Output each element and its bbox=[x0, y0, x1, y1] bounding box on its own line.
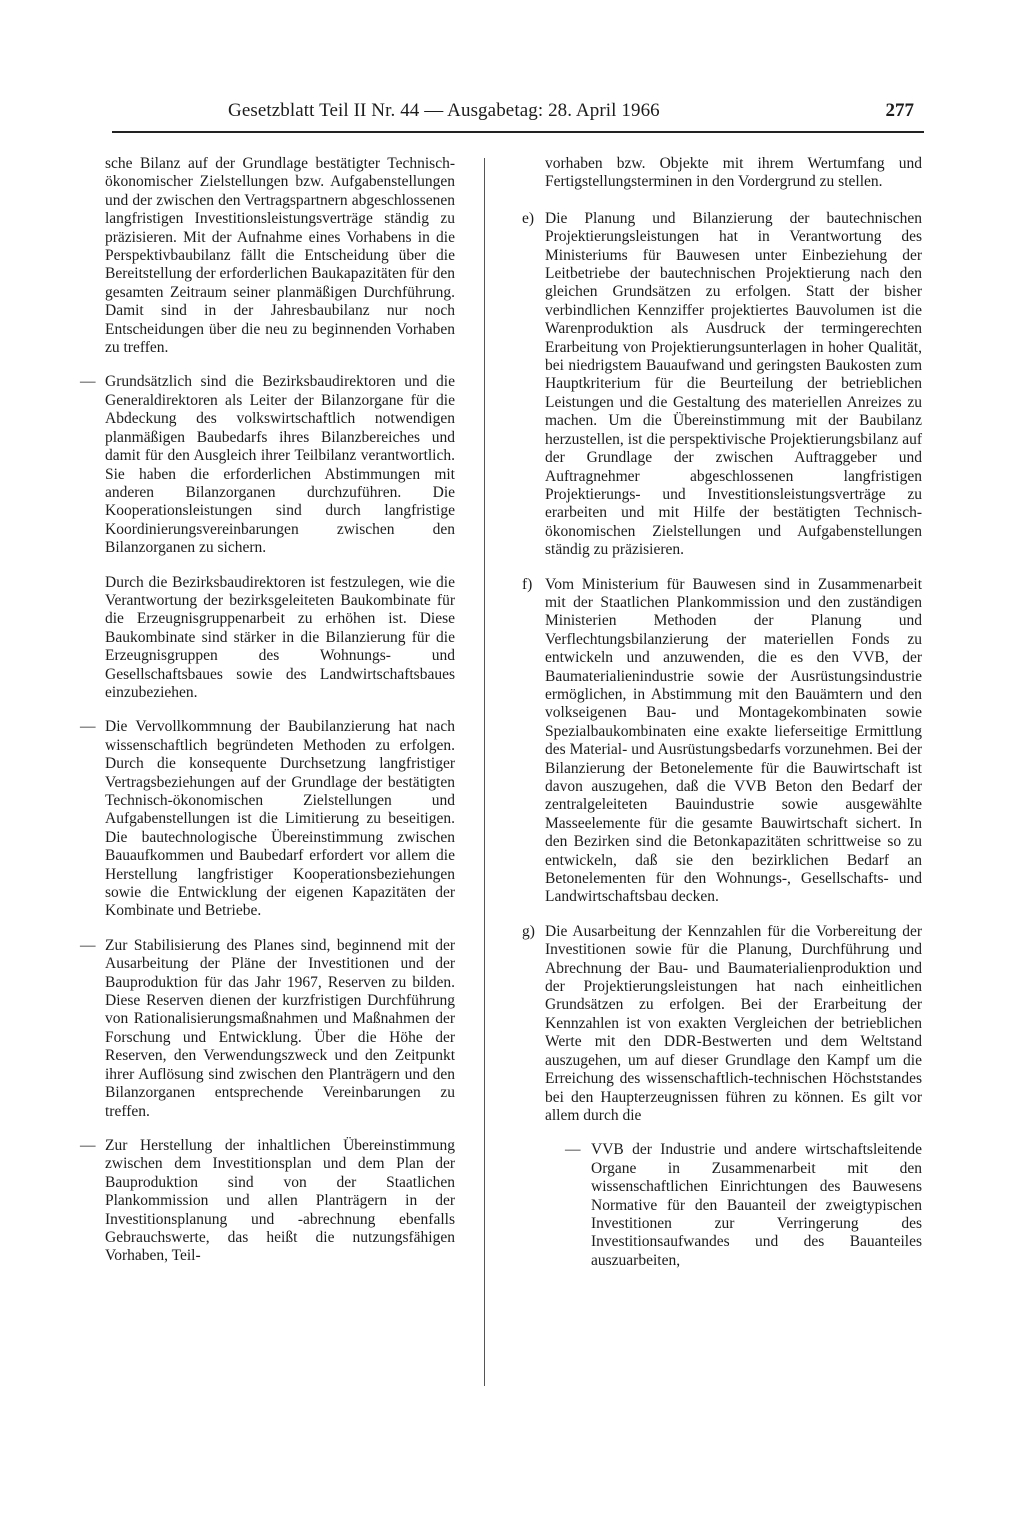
dash-marker: — bbox=[80, 718, 96, 736]
list-item-g-text: Die Ausarbeitung der Kennzahlen für die Vorbereitung der Investitionen sowie für die Planung, Durchführung und Abrechnung der Bau- und Baumaterialienproduktion und der Projektierungsleistungen hat nach einheitlichen Grundsätzen zu erfolgen. Bei der Erarbeitung der Kennzahlen ist von exakten Vergleichen der betrieblichen Werte mit den DDR-Bestwerten und dem Weltstand auszugehen, um auf dieser Grundlage den Kampf um die Erreichung des wissenschaftlich-technischen Höchststandes bei den Haupterzeugnissen führen zu können. Es gilt vor allem durch die bbox=[545, 922, 922, 1124]
dash-item-bezirksbaudirektoren bbox=[80, 373, 455, 557]
dash-item-investitionsplan bbox=[80, 1137, 455, 1266]
dash-item-text: Die Vervollkommnung der Baubilanzierung hat nach wissenschaftlich begründeten Methoden zu erfolgen. Durch die konsequente Durchsetzung langfristiger Vertragsbeziehungen auf der Grundlage der bestätigten Technisch-ökonomischen Zielstellungen und Aufgabenstellungen ist die Limitierung zu beseitigen. Die bautechnologische Übereinstimmung zwischen Bauaufkommen und Baubedarf erfordert vor allem die Herstellung langfristiger Kooperationsbeziehungen sowie die Entwicklung der eigenen Kapazitäten der Kombinate und Betriebe. bbox=[105, 718, 455, 920]
list-item-f-text: Vom Ministerium für Bauwesen sind in Zusammenarbeit mit der Staatlichen Plankommission und den zuständigen Ministerien Methoden der Planung und Verflechtungsbilanzierung der materiellen Fonds zu entwickeln und anzuwenden, die es den VVB, der Baumaterialienindustrie sowie der Ausrüstungsindustrie ermöglichen, in Abstimmung mit den Bauämtern und den volkseigenen Bau- und Montagekombinaten sowie Spezialbaukombinaten eine exakte lieferseitige Ermittlung des Material- und Ausrüstungsbedarfs vorzunehmen. Bei der Bilanzierung der Betonelemente für die Bauwirtschaft ist davon auszugehen, daß die VVB Beton den Bedarf der zentralgeleiteten Bauindustrie sowie ausgewählte Masseelemente für die gesamte Bauwirtschaft sichert. In den Bezirken sind die Betonkapazitäten schrittweise so zu entwickeln, daß sie den bezirklichen Bedarf an Betonelementen für den Wohnungs-, Gesellschafts- und Landwirtschaftsbau decken. bbox=[545, 575, 922, 906]
list-item-g bbox=[522, 923, 922, 1270]
right-column bbox=[522, 155, 922, 1286]
paragraph-continuation: vorhaben bzw. Objekte mit ihrem Wertumfang und Fertigstellungsterminen in den Vordergrund zu stellen. bbox=[545, 155, 922, 191]
paragraph-baukombinate: Durch die Bezirksbaudirektoren ist festzulegen, wie die Verantwortung der bezirksgeleiteten Baukombinate für die Erzeugnisgruppenarbeit zu erhöhen ist. Diese Baukombinate sind stärker in die Bilanzierung für die Erzeugnisgruppen des Wohnungs- und Gesellschaftsbaues sowie des Landwirtschaftsbaues einzubeziehen. bbox=[105, 573, 455, 701]
dash-marker: — bbox=[565, 1141, 581, 1159]
list-marker-e: e) bbox=[522, 209, 535, 227]
dash-marker: — bbox=[80, 373, 96, 391]
dash-item-text: Zur Herstellung der inhaltlichen Übereinstimmung zwischen dem Investitionsplan und dem Plan der Bauproduktion sind von der Staatlichen Plankommission und allen Planträgern in der Investitionsplanung und -abrechnung ebenfalls Gebrauchswerte, das heißt die nutzungsfähigen Vorhaben, Teil- bbox=[105, 1136, 455, 1265]
column-divider bbox=[484, 158, 485, 1386]
dash-item-baubilanzierung bbox=[80, 718, 455, 920]
list-item-e-text: Die Planung und Bilanzierung der bautechnischen Projektierungsleistungen hat in Verantwortung des Ministeriums für Bauwesen unter Einbeziehung der Leitbetriebe der bautechnischen Projektierung nach den gleichen Grundsätzen zu erfolgen. Statt der bisher verbindlichen Kennziffer projektiertes Bauvolumen ist die Warenproduktion als Ausdruck der termingerechten Erarbeitung von Projektierungsunterlagen in hoher Qualität, bei niedrigstem Bauaufwand und geringsten Baukosten zum Hauptkriterium für die Beurteilung der betrieblichen Leistungen und die Gestaltung des materiellen Anreizes zu machen. Um die Übereinstimmung mit der Baubilanz herzustellen, ist die perspektivische Projektierungsbilanz auf der Grundlage der zwischen Auftraggeber und Auftragnehmer abgeschlossenen langfristigen Projektierungs- und Investitionsleistungsverträge zu erarbeiten und mit Hilfe der bestätigten Technisch-ökonomischen Zielstellungen und Aufgabenstellungen ständig zu präzisieren. bbox=[545, 209, 922, 559]
list-marker-f: f) bbox=[522, 575, 533, 593]
dash-marker: — bbox=[80, 1136, 96, 1154]
dash-marker: — bbox=[80, 936, 96, 954]
sub-dash-item-vvb bbox=[545, 1141, 922, 1270]
paragraph-continuation: sche Bilanz auf der Grundlage bestätigter Technisch-ökonomischer Zielstellungen bzw. Aufgabenstellungen und der zwischen den Vertragspartnern abgeschlossenen langfristigen Investitionsleistungsverträge ständig zu präzisieren. Mit der Aufnahme eines Vorhabens in die Perspektivbaubilanz fällt die Entscheidung über die Bereitstellung der erforderlichen Baukapazitäten für den gesamten Zeitraum seiner planmäßigen Durchführung. Damit sind in der Jahresbaubilanz nur noch Entscheidungen über die neu zu beginnenden Vorhaben zu treffen. bbox=[105, 155, 455, 357]
header-title: Gesetzblatt Teil II Nr. 44 — Ausgabetag: 28. April 1966 bbox=[228, 100, 660, 121]
page-header bbox=[112, 100, 924, 140]
header-rule bbox=[112, 131, 924, 133]
list-item-f bbox=[522, 576, 922, 907]
list-marker-g: g) bbox=[522, 922, 535, 940]
dash-item-text: Zur Stabilisierung des Planes sind, beginnend mit der Ausarbeitung der Pläne der Investitionen und der Bauproduktion für das Jahr 1967, Reserven zu bilden. Diese Reserven dienen der kurzfristigen Durchführung von Rationalisierungsmaßnahmen und Maßnahmen der Forschung und Entwicklung. Über die Höhe der Reserven, den Verwendungszweck und den Zeitpunkt ihrer Auflösung sind zwischen den Planträgern und den Bilanzorganen entsprechende Vereinbarungen zu treffen. bbox=[105, 936, 455, 1120]
sub-dash-item-text: VVB der Industrie und andere wirtschaftsleitende Organe in Zusammenarbeit mit den wissenschaftlichen Einrichtungen des Bauwesens Normative für den Bauanteil der zweigtypischen Investitionen zur Verringerung des Investitionsaufwandes und des Bauanteiles auszuarbeiten, bbox=[591, 1141, 922, 1269]
list-item-e bbox=[522, 210, 922, 560]
dash-item-text: Grundsätzlich sind die Bezirksbaudirektoren und die Generaldirektoren als Leiter der Bilanzorgane für die Abdeckung des volkswirtschaftlich notwendigen planmäßigen Baubedarfs ihres Bilanzbereiches und damit für den Ausgleich ihrer Teilbilanz verantwortlich. Sie haben die erforderlichen Abstimmungen mit anderen Bilanzorganen durchzuführen. Die Kooperationsleistungen sind durch langfristige Koordinierungsvereinbarungen zwischen den Bilanzorganen zu sichern. bbox=[105, 373, 455, 557]
left-column bbox=[80, 155, 455, 1282]
page-number: 277 bbox=[885, 100, 914, 121]
dash-item-reserven bbox=[80, 937, 455, 1121]
